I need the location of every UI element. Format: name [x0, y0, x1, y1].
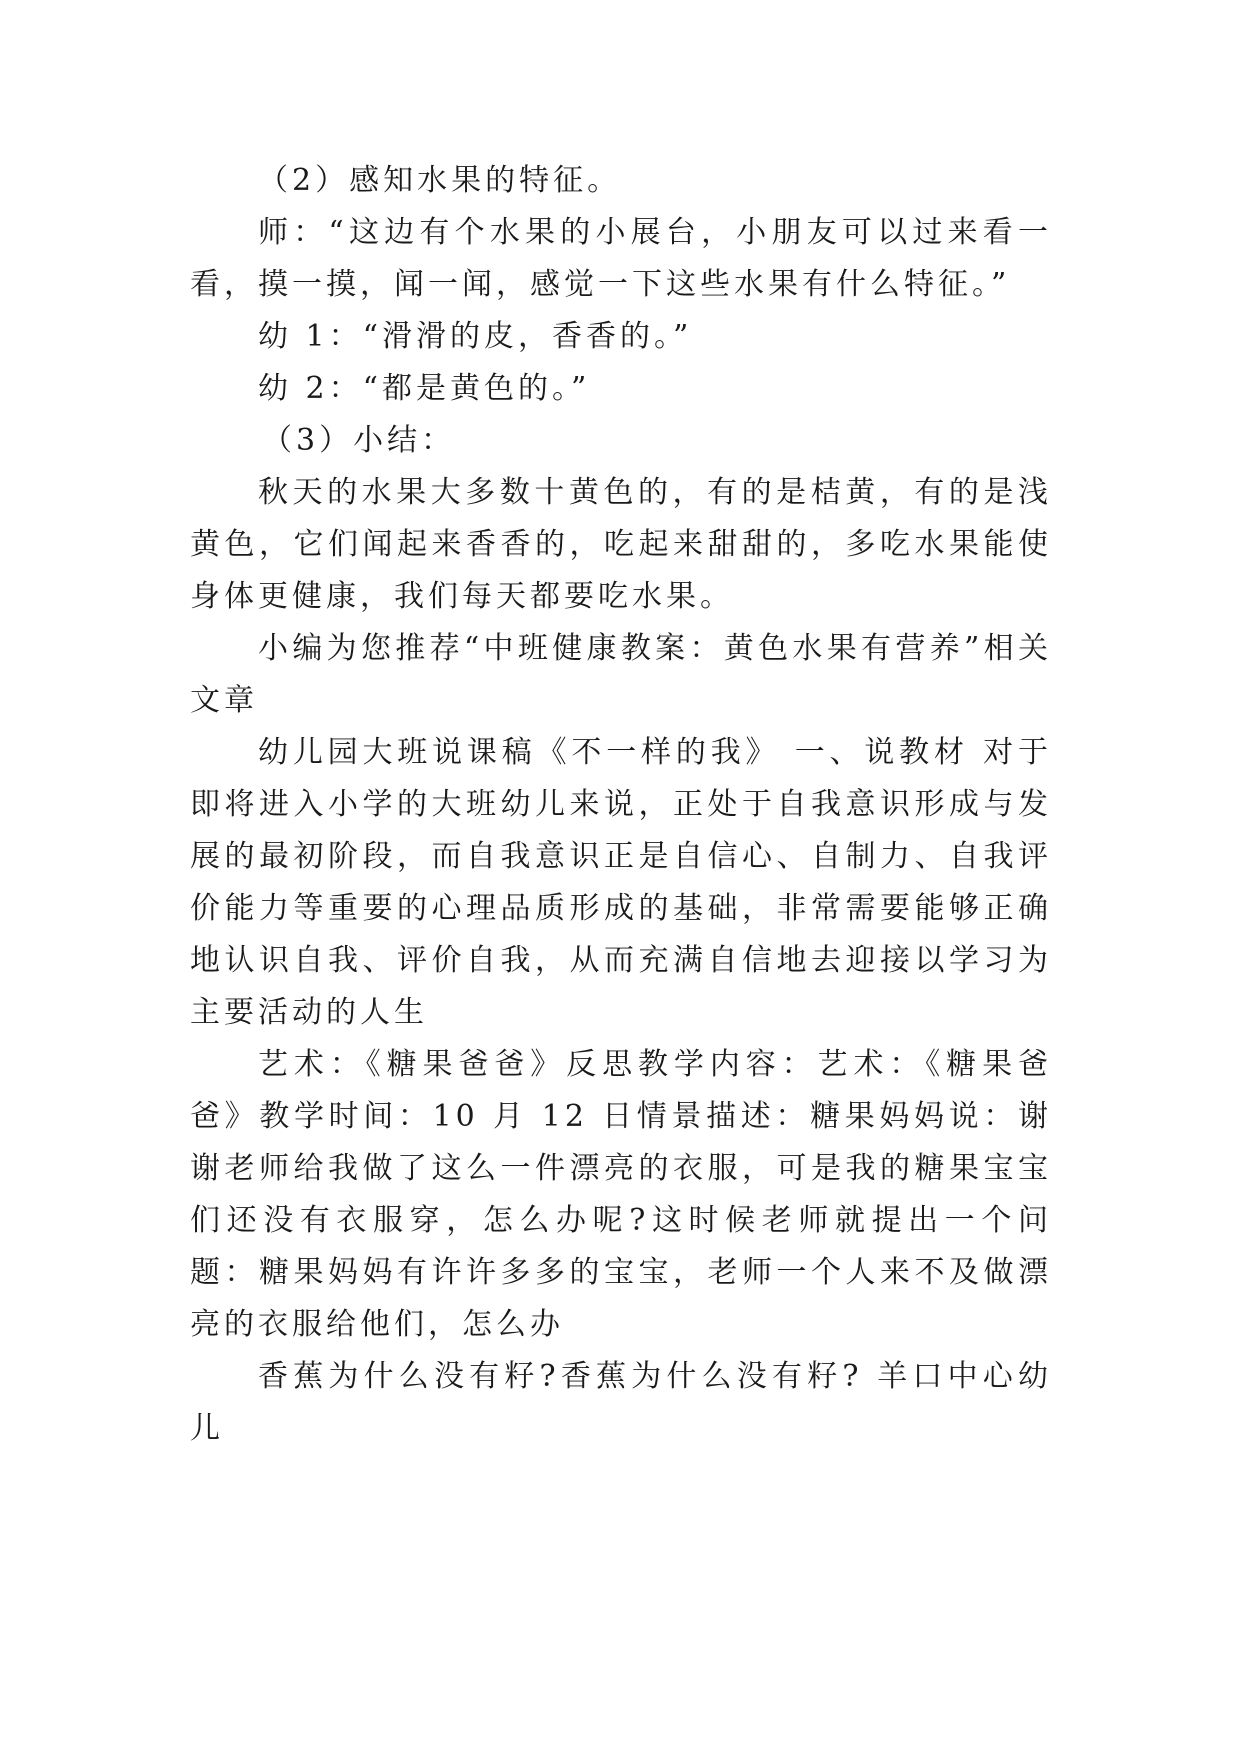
paragraph-teacher-prompt: 师：“这边有个水果的小展台，小朋友可以过来看一看，摸一摸，闻一闻，感觉一下这些水果有什么特征。” [190, 215, 1052, 302]
paragraph-step-3-heading: （3）小结： [262, 423, 456, 458]
paragraph-child-1-answer: 幼 1：“滑滑的皮，香香的。” [258, 319, 693, 354]
paragraph-child-2-answer: 幼 2：“都是黄色的。” [258, 371, 591, 406]
document-body [190, 155, 1052, 1455]
paragraph-recommendation: 小编为您推荐“中班健康教案：黄色水果有营养”相关文章 [190, 631, 1052, 718]
paragraph-related-article-3: 香蕉为什么没有籽?香蕉为什么没有籽? 羊口中心幼儿 [190, 1359, 1052, 1446]
paragraph-step-2-heading: （2）感知水果的特征。 [258, 163, 622, 198]
paragraph-related-article-2: 艺术：《糖果爸爸》反思教学内容：艺术：《糖果爸爸》教学时间：10 月 12 日情景描述：糖果妈妈说：谢谢老师给我做了这么一件漂亮的衣服，可是我的糖果宝宝们还没有衣服穿，怎么办呢?这时候老师就提出一个问题：糖果妈妈有许许多多的宝宝，老师一个人来不及做漂亮的衣服给他们，怎么办 [190, 1047, 1052, 1342]
paragraph-summary: 秋天的水果大多数十黄色的，有的是桔黄，有的是浅黄色，它们闻起来香香的，吃起来甜甜的，多吃水果能使身体更健康，我们每天都要吃水果。 [190, 475, 1052, 614]
paragraph-related-article-1: 幼儿园大班说课稿《不一样的我》 一、说教材 对于即将进入小学的大班幼儿来说，正处于自我意识形成与发展的最初阶段，而自我意识正是自信心、自制力、自我评价能力等重要的心理品质形成的基础，非常需要能够正确地认识自我、评价自我，从而充满自信地去迎接以学习为主要活动的人生 [190, 735, 1052, 1030]
